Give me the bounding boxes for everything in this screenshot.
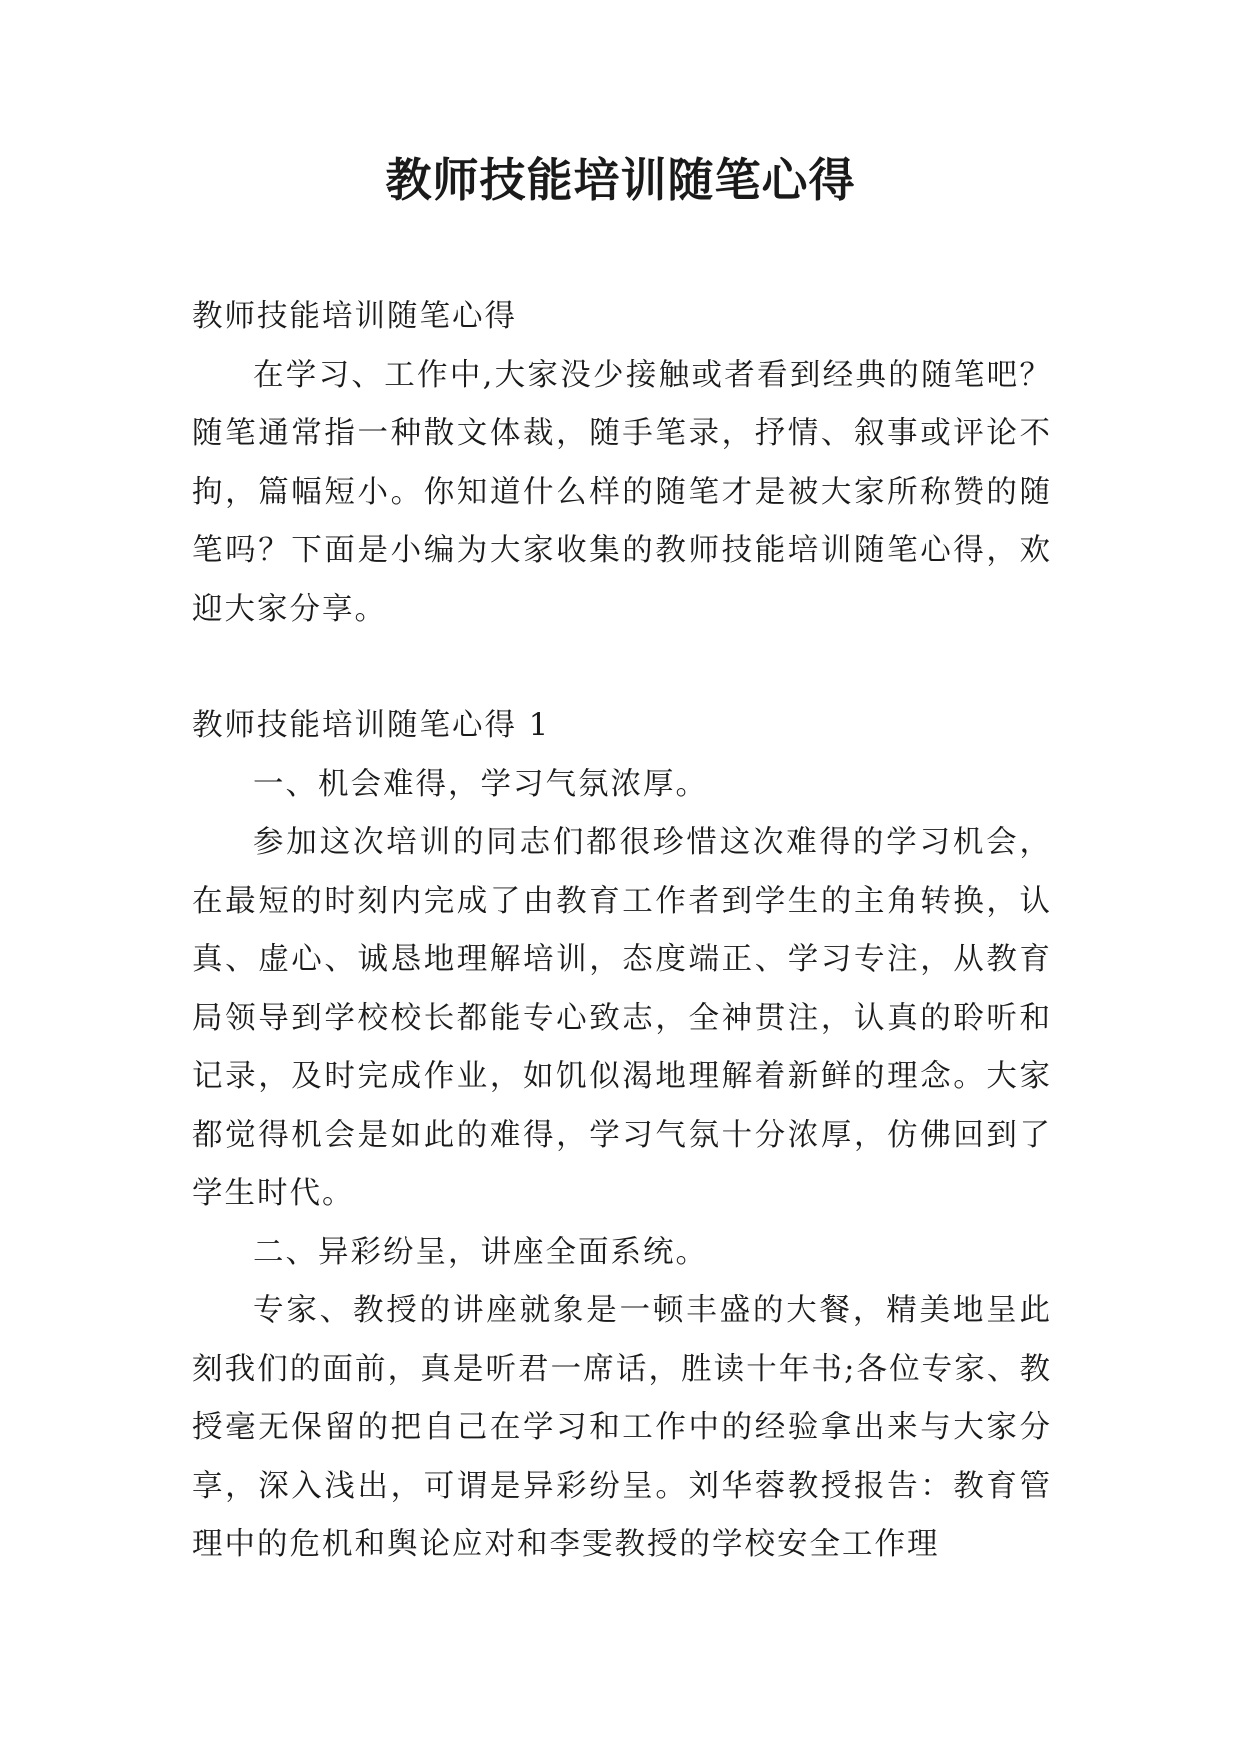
intro-heading: 教师技能培训随笔心得 [192,299,517,334]
point-1-heading: 一、机会难得，学习气氛浓厚。 [253,766,708,802]
point-2-heading: 二、异彩纷呈，讲座全面系统。 [253,1234,708,1270]
section-spacer [192,639,1052,697]
point-1-paragraph: 参加这次培训的同志们都很珍惜这次难得的学习机会，在最短的时刻内完成了由教育工作者到学生的主角转换，认真、虚心、诚恳地理解培训，态度端正、学习专注，从教育局领导到学校校长都能专心致志，全神贯注，认真的聆听和记录，及时完成作业，如饥似渴地理解着新鲜的理念。大家都觉得机会是如此的难得，学习气氛十分浓厚，仿佛回到了学生时代。 [192,825,1052,1211]
point-2-paragraph: 专家、教授的讲座就象是一顿丰盛的大餐，精美地呈此刻我们的面前，真是听君一席话，胜读十年书;各位专家、教授毫无保留的把自己在学习和工作中的经验拿出来与大家分享，深入浅出，可谓是异彩纷呈。刘华蓉教授报告：教育管理中的危机和舆论应对和李雯教授的学校安全工作理 [192,1293,1052,1562]
document-body [192,288,1052,1575]
intro-paragraph: 在学习、工作中,大家没少接触或者看到经典的随笔吧？随笔通常指一种散文体裁，随手笔录，抒情、叙事或评论不拘，篇幅短小。你知道什么样的随笔才是被大家所称赞的随笔吗？下面是小编为大家收集的教师技能培训随笔心得，欢迎大家分享。 [192,357,1052,627]
section-1-heading: 教师技能培训随笔心得 1 [192,708,551,743]
document-title: 教师技能培训随笔心得 [385,153,856,207]
